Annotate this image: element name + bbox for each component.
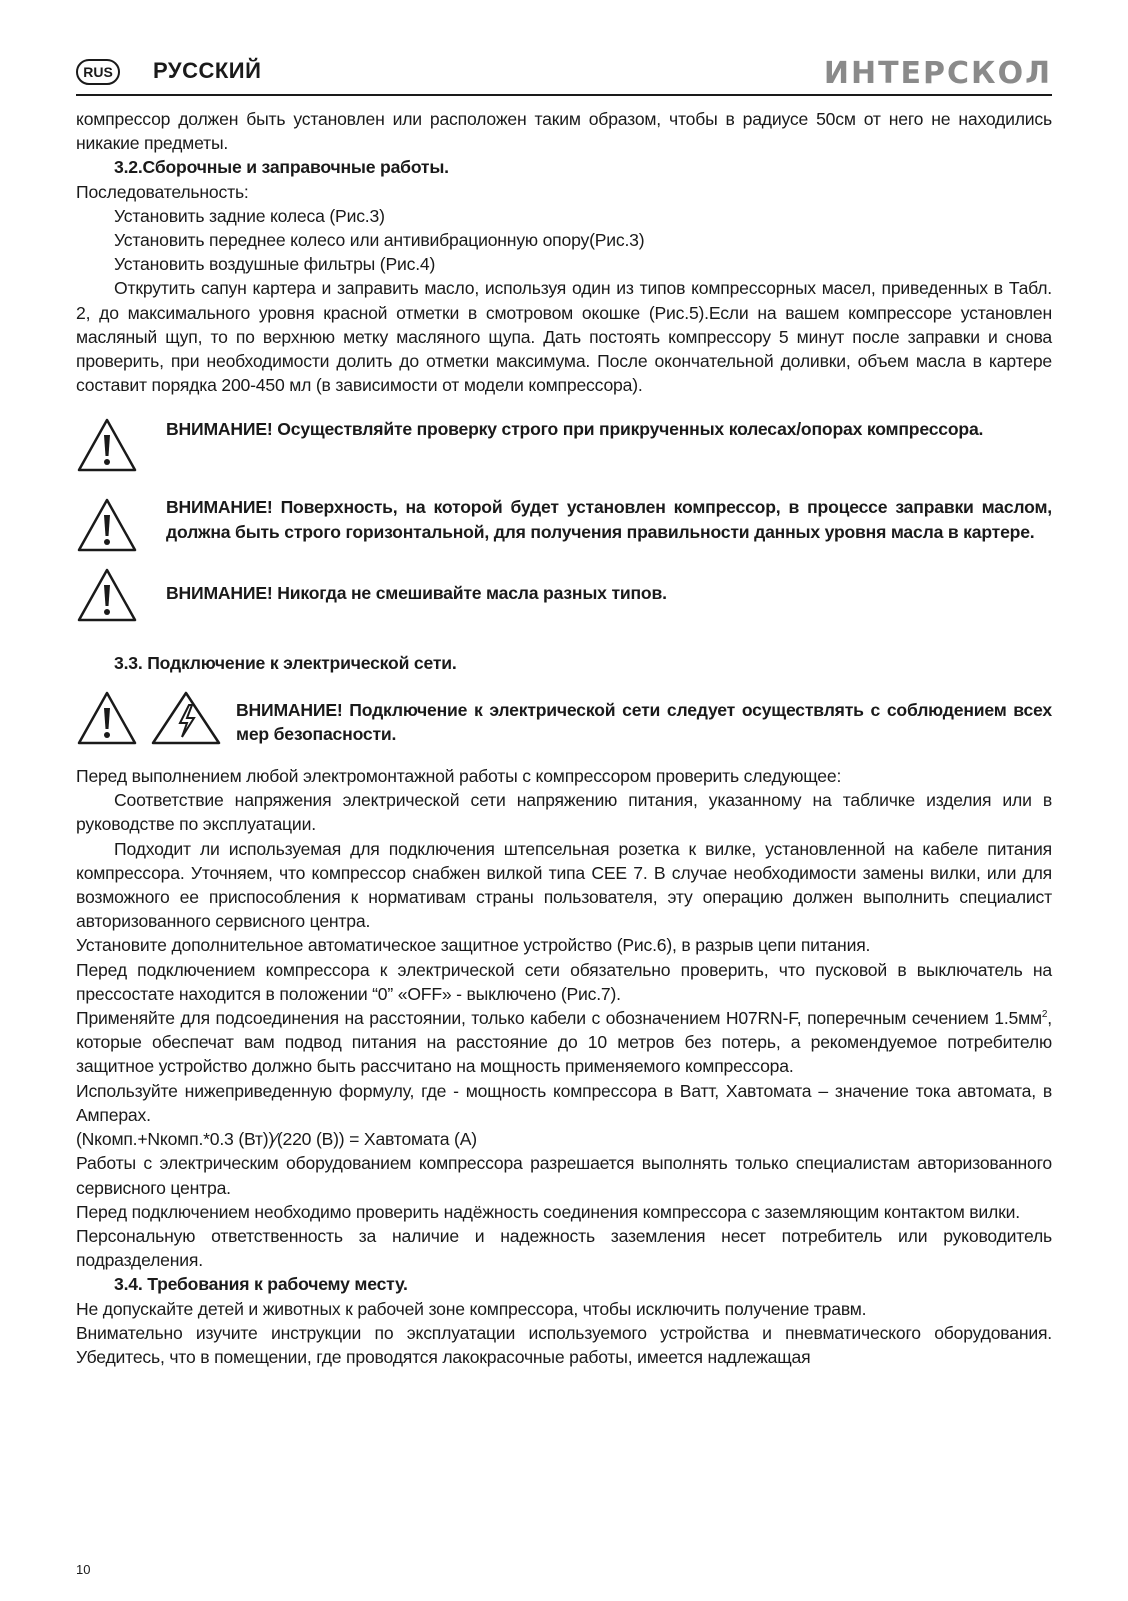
formula-intro-paragraph: Используйте нижеприведенную формулу, где - мощность компрессора в Ватт, Хавтомата – значение тока автомата, в Амперах. [76, 1080, 1052, 1125]
language-badge: RUS [76, 59, 120, 85]
cable-text-a: Применяйте для подсоединения на расстоянии, только кабели с обозначением H07RN-F, поперечным сечением 1.5мм [76, 1008, 1042, 1029]
brand-logo [824, 56, 1052, 90]
cable-text-b: , которые обеспечат вам подвод питания на расстояние до 10 метров без потерь, а рекомендуемое потребителю защитное устройство должно быть рассчитано на мощность применяемого компрессора. [76, 1008, 1052, 1077]
warning-icon-group [76, 567, 166, 623]
electric-hazard-icon [150, 690, 222, 746]
voltage-paragraph: Соответствие напряжения электрической сети напряжению питания, указанному на табличке изделия или в руководстве по эксплуатации. [76, 790, 1052, 835]
step-front-wheel: Установить переднее колесо или антивибрационную опору(Рис.3) [114, 230, 645, 251]
socket-paragraph: Подходит ли используемая для подключения штепсельная розетка к вилке, установленной на кабеле питания компрессора. Уточняем, что компрессор снабжен вилкой типа CEE 7. В случае необходимости замены вилки, или для возможного ее приспособления к нормативам страны пользователя, эту операцию должен выполнить специалист авторизованного сервисного центра. [76, 838, 1052, 932]
before-work-paragraph: Перед выполнением любой электромонтажной работы с компрессором проверить следующее: [76, 766, 842, 787]
warning-wheels [76, 417, 1052, 473]
oil-fill-paragraph: Открутить сапун картера и заправить масло, используя один из типов компрессорных масел, приведенных в Табл. 2, до максимального уровня красной отметки в смотровом окошке (Рис.5).Если на вашем компрессоре установлен масляный щуп, то по верхнюю метку масляного щупа. Дать постоять компрессору 5 минут после заправки и снова проверить, при необходимости долить до отметки максимума. После окончательной доливки, объем масла в картере составит порядка 200-450 мл (в зависимости от модели компрессора). [76, 278, 1052, 396]
specialist-paragraph: Работы с электрическим оборудованием компрессора разрешается выполнять только специалистам авторизованного сервисного центра. [76, 1153, 1052, 1198]
step-air-filters: Установить воздушные фильтры (Рис.4) [114, 254, 436, 275]
warning-icon-group [76, 690, 236, 746]
warning-triangle-icon [76, 690, 138, 746]
warning-surface [76, 495, 1052, 553]
switch-check-paragraph: Перед подключением компрессора к электрической сети обязательно проверить, что пусковой в выключатель на прессостате находится в положении “0” «OFF» - выключено (Рис.7). [76, 959, 1052, 1004]
section-heading-3-4: 3.4. Требования к рабочему месту. [114, 1274, 408, 1295]
step-rear-wheels: Установить задние колеса (Рис.3) [114, 205, 385, 226]
brand-name: ИНТЕРСКОЛ [823, 55, 1052, 91]
language-title: РУССКИЙ [153, 58, 262, 83]
cable-superscript: 2 [1041, 1009, 1048, 1021]
warning-electric [76, 690, 1052, 746]
cable-paragraph [76, 1006, 1052, 1079]
document-body [76, 107, 1052, 1369]
responsibility-paragraph: Персональную ответственность за наличие и надежность заземления несет потребитель или руководитель подразделения. [76, 1225, 1052, 1271]
intro-paragraph: компрессор должен быть установлен или расположен таким образом, чтобы в радиусе 50см от него не находились никакие предметы. [76, 109, 1052, 154]
formula: (Nкомп.+Nкомп.*0.3 (Вт))⁄(220 (В)) = Хавтомата (А) [76, 1129, 477, 1150]
warning-triangle-icon [76, 417, 138, 473]
warning-oil-mix [76, 567, 1052, 623]
sequence-label: Последовательность: [76, 181, 249, 202]
children-paragraph: Не допускайте детей и животных к рабочей зоне компрессора, чтобы исключить получение травм. [76, 1298, 867, 1319]
warning-triangle-icon [76, 567, 138, 623]
warning-oil-mix-text: ВНИМАНИЕ! Никогда не смешивайте масла разных типов. [166, 583, 667, 604]
warning-icon-group [76, 417, 166, 473]
page-header [76, 56, 1052, 96]
section-heading-3-3: 3.3. Подключение к электрической сети. [114, 653, 457, 674]
protection-device-paragraph: Установите дополнительное автоматическое защитное устройство (Рис.6), в разрыв цепи питания. [76, 935, 871, 956]
warning-electric-text: ВНИМАНИЕ! Подключение к электрической сети следует осуществлять с соблюдением всех мер безопасности. [236, 699, 1052, 744]
grounding-paragraph: Перед подключением необходимо проверить надёжность соединения компрессора с заземляющим контактом вилки. [76, 1201, 1020, 1222]
study-instructions-paragraph: Внимательно изучите инструкции по эксплуатации используемого устройства и пневматического оборудования. Убедитесь, что в помещении, где проводятся лакокрасочные работы, имеется надлежащая [76, 1322, 1052, 1367]
warning-triangle-icon [76, 497, 138, 553]
warning-surface-text: ВНИМАНИЕ! Поверхность, на которой будет установлен компрессор, в процессе заправки маслом, должна быть строго горизонтальной, для получения правильности данных уровня масла в картере. [166, 497, 1052, 542]
warning-wheels-text: ВНИМАНИЕ! Осуществляйте проверку строго при прикрученных колесах/опорах компрессора. [166, 419, 984, 440]
warning-icon-group [76, 495, 166, 553]
page-number: 10 [76, 1562, 91, 1577]
section-heading-3-2: 3.2.Сборочные и заправочные работы. [114, 157, 449, 178]
